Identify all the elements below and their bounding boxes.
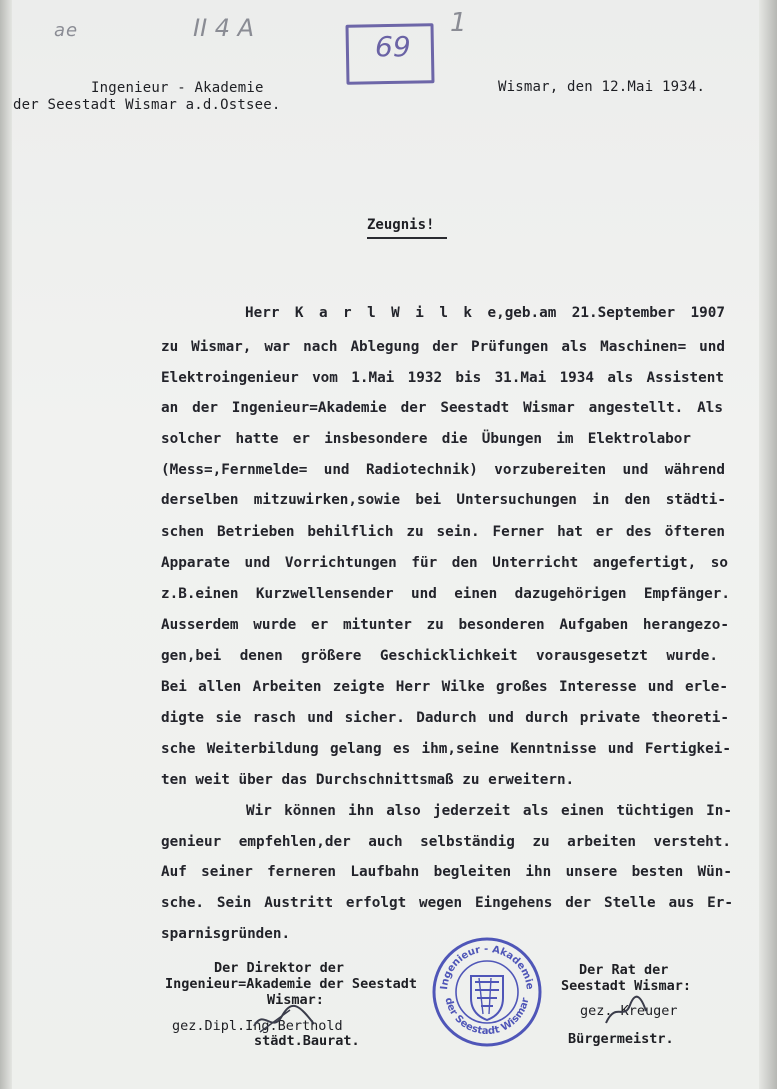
archive-stamp-number: 69 xyxy=(375,30,411,63)
pencil-page-number: 1 xyxy=(450,8,467,38)
left-signatory-title: Der Direktor der xyxy=(214,960,345,976)
body-line: Bei allen Arbeiten zeigte Herr Wilke großes Interesse und erle- xyxy=(161,679,728,695)
seal-coat-of-arms xyxy=(471,976,503,1020)
body-line: gen,bei denen größere Geschicklichkeit vorausgesetzt wurde. xyxy=(161,648,718,664)
institution-name-line2: der Seestadt Wismar a.d.Ostsee. xyxy=(13,97,281,113)
body-line: derselben mitzuwirken,sowie bei Untersuchungen in den städti- xyxy=(161,492,726,508)
left-signatory-institution: Ingenieur=Akademie der Seestadt xyxy=(165,976,417,992)
body-line: an der Ingenieur=Akademie der Seestadt Wismar angestellt. Als xyxy=(161,400,723,416)
body-line: z.B.einen Kurzwellensender und einen dazugehörigen Empfänger. xyxy=(161,586,730,602)
right-signatory-city: Seestadt Wismar: xyxy=(561,978,692,994)
body-line: Ausserdem wurde er mitunter zu besonderen Aufgaben herangezo- xyxy=(161,617,729,633)
official-seal xyxy=(431,936,543,1048)
paper-edge-right xyxy=(759,0,777,1089)
body-line: sche. Sein Austritt erfolgt wegen Eingehens der Stelle aus Er- xyxy=(161,895,733,911)
pencil-mark-top-left: ae xyxy=(54,20,79,41)
body-line: Auf seiner ferneren Laufbahn begleiten ihn unsere besten Wün- xyxy=(161,864,732,880)
place-and-date: Wismar, den 12.Mai 1934. xyxy=(498,79,706,95)
body-line: zu Wismar, war nach Ablegung der Prüfungen als Maschinen= und xyxy=(161,339,725,355)
handwritten-signature-right xyxy=(600,995,650,1029)
institution-name-line1: Ingenieur - Akademie xyxy=(91,80,264,96)
body-line: digte sie rasch und sicher. Dadurch und durch private theoreti- xyxy=(161,710,729,726)
left-signatory-city: Wismar: xyxy=(267,992,324,1008)
body-line: Elektroingenieur vom 1.Mai 1932 bis 31.Mai 1934 als Assistent xyxy=(161,370,724,386)
left-signatory-name: gez.Dipl.Ing.Berthold xyxy=(172,1018,343,1034)
right-signatory-name: gez. Kreuger xyxy=(580,1003,678,1019)
body-line: solcher hatte er insbesondere die Übungen im Elektrolabor xyxy=(161,431,691,447)
body-line: Apparate und Vorrichtungen für den Unterricht angefertigt, so xyxy=(161,555,728,571)
body-line: genieur empfehlen,der auch selbständig zu arbeiten versteht. xyxy=(161,834,731,850)
right-signatory-rank: Bürgermeistr. xyxy=(568,1031,674,1047)
svg-text:der Seestadt Wismar xyxy=(442,997,531,1037)
pencil-classification-mark: II 4 A xyxy=(193,14,255,42)
seal-text-bottom: der Seestadt Wismar xyxy=(442,996,532,1038)
body-line: sche Weiterbildung gelang es ihm,seine Kenntnisse und Fertigkei- xyxy=(161,741,731,757)
body-line: Herr K a r l W i l k e,geb.am 21.September 1907 xyxy=(245,305,725,321)
body-line: ten weit über das Durchschnittsmaß zu erweitern. xyxy=(161,772,575,788)
body-line: sparnisgründen. xyxy=(161,926,291,942)
right-signatory-title: Der Rat der xyxy=(579,962,669,978)
handwritten-signature-left xyxy=(250,1004,320,1038)
left-signatory-rank: städt.Baurat. xyxy=(254,1033,360,1049)
body-line: schen Betrieben behilflich zu sein. Ferner hat er des öfteren xyxy=(161,524,725,540)
title-underline xyxy=(367,237,447,239)
paper-edge-left xyxy=(0,0,12,1089)
document-title: Zeugnis! xyxy=(367,217,435,233)
seal-text-top: Ingenieur - Akademie xyxy=(439,943,536,991)
body-line: Wir können ihn also jederzeit als einen tüchtigen In- xyxy=(246,803,732,819)
body-line: (Mess=,Fernmelde= und Radiotechnik) vorzubereiten und während xyxy=(161,462,725,478)
